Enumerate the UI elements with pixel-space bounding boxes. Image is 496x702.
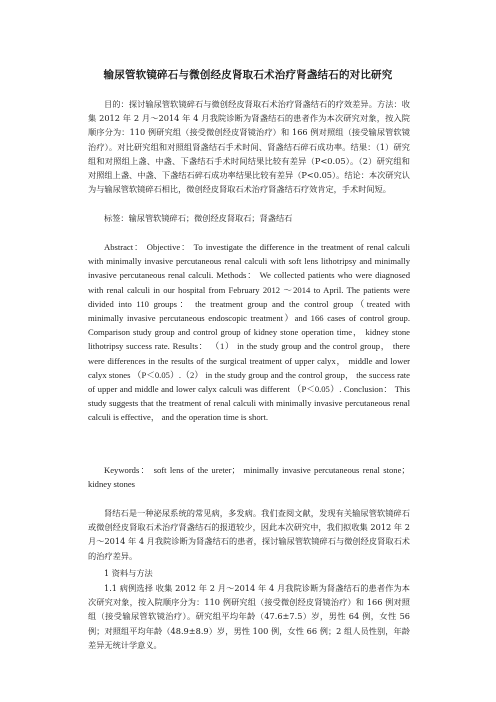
methods-paragraph: 1.1 病例选择 收集 2012 年 2 月～2014 年 4 月我院诊断为肾盏结石的患者作为本次研究对象，按入院顺序分为：110 例研究组（接受微创经皮肾镜治疗）和 166 例对照组（接受输尿管软镜治疗）。研究组平均年龄（47.6±7.5）岁，男性 64 例，女性 56 例；对照组平均年龄（48.9±8.9）岁，男性 100 例，女性 66 例；2 组人员性别，年龄差异无统计学意义。 [88,583,410,650]
keywords-cn: 标签：输尿管软镜碎石；微创经皮肾取石；肾盏结石 [104,213,293,223]
abstract-en: Abstract： Objective： To investigate the difference in the treatment of renal calculi with minimally invasive percutaneous renal calculi with soft lens lithotripsy and minimally invasive percutaneous renal calculi. Methods： We collected patients who were diagnosed with renal calculi in our hospital from February 2012 ～2014 to April. The patients were divided into 110 groups： the treatment group and the control group（treated with minimally invasive percutaneous endoscopic treatment）and 166 cases of control group. Comparison study group and control group of kidney stone operation time， kidney stone lithotripsy success rate. Results： （1） in the study group and the control group， there were differences in the results of the surgical treatment of upper calyx， middle and lower calyx stones （P＜0.05）.（2） in the study group and the control group， the success rate of upper and middle and lower calyx calculi was different （P＜0.05）. Conclusion： This study suggests that the treatment of renal calculi with minimally invasive percutaneous renal calculi is effective， and the operation time is short. [88,242,410,423]
section-heading: 1 资料与方法 [104,568,153,578]
abstract-cn: 目的：探讨输尿管软镜碎石与微创经皮肾取石术治疗肾盏结石的疗效差异。方法：收集 2012 年 2 月～2014 年 4 月我院诊断为肾盏结石的患者作为本次研究对象，按入院顺序分为：110 例研究组（接受微创经皮肾镜治疗）和 166 例对照组（接受输尿管软镜治疗）。对比研究组和对照组肾盏结石手术时间、肾盏结石碎石成功率。结果：（1）研究组和对照组上盏、中盏、下盏结石手术时间结果比较有差异（P<0.05）。（2）研究组和对照组上盏、中盏、下盏结石碎石成功率结果比较有差异（P<0.05）。结论：本次研究认为与输尿管软镜碎石相比，微创经皮肾取石术治疗肾盏结石疗效肯定，手术时间短。 [88,99,410,195]
paper-title: 输尿管软镜碎石与微创经皮肾取石术治疗肾盏结石的对比研究 [103,69,393,81]
introduction-paragraph: 肾结石是一种泌尿系统的常见病，多发病。我们查阅文献，发现有关输尿管软镜碎石或微创经皮肾取石术治疗肾盏结石的报道较少，因此本次研究中，我们拟收集 2012 年 2 月～2014 年 4 月我院诊断为肾盏结石的患者，探讨输尿管软镜碎石与微创经皮肾取石术的治疗差异。 [88,508,410,561]
keywords-en: Keywords： soft lens of the ureter； minimally invasive percutaneous renal stone； kidney stones [88,465,410,490]
